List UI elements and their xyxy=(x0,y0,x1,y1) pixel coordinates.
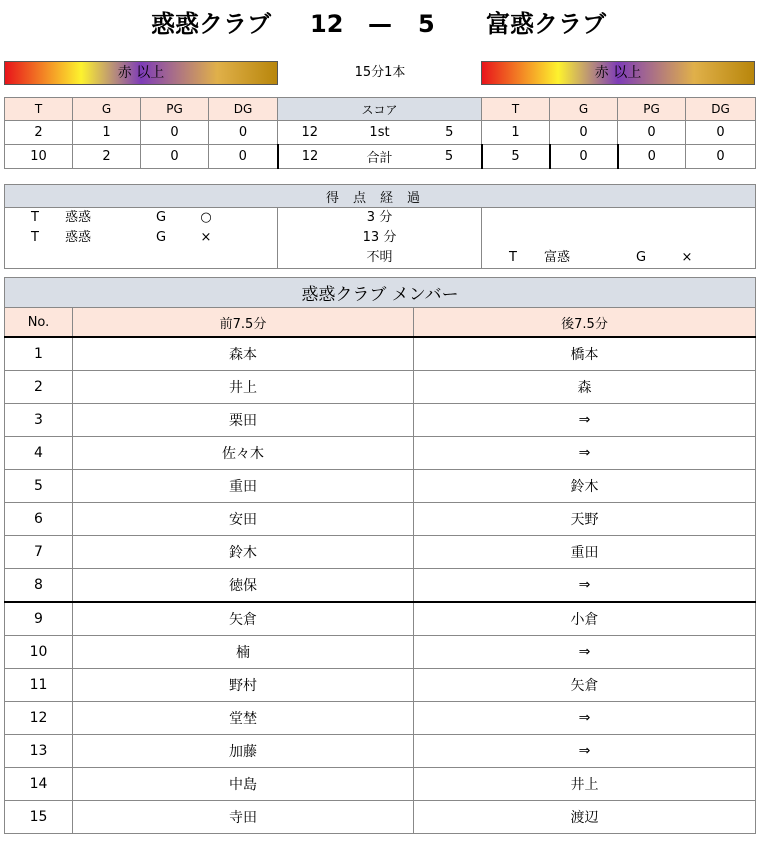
away-events-cell xyxy=(482,208,756,269)
first-half-player: 佐々木 xyxy=(73,437,414,470)
score-row-total xyxy=(5,145,756,169)
first-half-player: 安田 xyxy=(73,503,414,536)
away-g-value: 0 xyxy=(550,121,618,145)
second-half-player: 重田 xyxy=(414,536,756,569)
away-pg-value: 0 xyxy=(618,121,686,145)
member-row xyxy=(5,636,756,669)
event-type: T xyxy=(31,230,39,245)
home-total-score: 12 xyxy=(278,145,342,169)
period-label: 1st xyxy=(342,121,418,145)
scoring-progress-title: 得点経過 xyxy=(5,185,756,208)
first-half-player: 鈴木 xyxy=(73,536,414,569)
member-row xyxy=(5,702,756,735)
home-team-name: 惑惑クラブ xyxy=(151,10,271,38)
second-half-player: ⇒ xyxy=(414,702,756,735)
home-g-value: 1 xyxy=(73,121,141,145)
away-half-score: 5 xyxy=(418,121,482,145)
away-t-total: 5 xyxy=(482,145,550,169)
event-type: T xyxy=(31,210,39,225)
member-table-title: 惑惑クラブ メンバー xyxy=(5,278,756,308)
second-half-header: 後7.5分 xyxy=(414,308,756,338)
first-half-player: 中島 xyxy=(73,768,414,801)
home-pg-total: 0 xyxy=(141,145,209,169)
event-team: 惑惑 xyxy=(65,230,92,245)
member-row xyxy=(5,503,756,536)
second-half-player: 渡辺 xyxy=(414,801,756,834)
second-half-player: ⇒ xyxy=(414,437,756,470)
score-table xyxy=(4,97,756,169)
home-score: 12 xyxy=(310,10,344,38)
event-team: 惑惑 xyxy=(65,210,92,225)
member-number: 4 xyxy=(5,437,73,470)
first-half-player: 森本 xyxy=(73,337,414,371)
away-g-header: G xyxy=(550,98,618,121)
away-t-header: T xyxy=(482,98,550,121)
match-format: 15分1本 xyxy=(354,65,406,80)
away-dg-value: 0 xyxy=(686,121,756,145)
scoring-progress-table xyxy=(4,184,756,269)
member-row xyxy=(5,669,756,702)
home-half-score: 12 xyxy=(278,121,342,145)
member-number: 6 xyxy=(5,503,73,536)
home-event xyxy=(5,208,277,228)
member-number: 8 xyxy=(5,569,73,603)
home-g-total: 2 xyxy=(73,145,141,169)
away-g-total: 0 xyxy=(550,145,618,169)
event-result: × xyxy=(681,250,693,265)
first-half-player: 矢倉 xyxy=(73,602,414,636)
second-half-player: 矢倉 xyxy=(414,669,756,702)
second-half-player: ⇒ xyxy=(414,735,756,768)
away-total-score: 5 xyxy=(418,145,482,169)
away-score: 5 xyxy=(418,10,435,38)
score-header-row xyxy=(5,98,756,121)
member-number: 14 xyxy=(5,768,73,801)
first-half-player: 楠 xyxy=(73,636,414,669)
member-header-row xyxy=(5,308,756,338)
first-half-player: 重田 xyxy=(73,470,414,503)
first-half-player: 井上 xyxy=(73,371,414,404)
first-half-player: 栗田 xyxy=(73,404,414,437)
home-dg-total: 0 xyxy=(209,145,278,169)
event-result: ○ xyxy=(200,210,212,225)
home-jersey-label: 赤 以上 xyxy=(117,65,165,81)
home-pg-header: PG xyxy=(141,98,209,121)
home-pg-value: 0 xyxy=(141,121,209,145)
member-row xyxy=(5,569,756,603)
member-number: 2 xyxy=(5,371,73,404)
first-half-header: 前7.5分 xyxy=(73,308,414,338)
member-row xyxy=(5,768,756,801)
member-row xyxy=(5,404,756,437)
away-dg-total: 0 xyxy=(686,145,756,169)
home-jersey-bar xyxy=(4,61,278,85)
away-t-value: 1 xyxy=(482,121,550,145)
score-row-1st xyxy=(5,121,756,145)
member-row xyxy=(5,536,756,569)
member-row xyxy=(5,602,756,636)
member-number: 3 xyxy=(5,404,73,437)
home-dg-value: 0 xyxy=(209,121,278,145)
home-g-header: G xyxy=(73,98,141,121)
second-half-player: 井上 xyxy=(414,768,756,801)
away-jersey-label: 赤 以上 xyxy=(594,65,642,81)
second-half-player: 天野 xyxy=(414,503,756,536)
member-row xyxy=(5,735,756,768)
second-half-player: 森 xyxy=(414,371,756,404)
total-label: 合計 xyxy=(342,145,418,169)
home-dg-header: DG xyxy=(209,98,278,121)
member-row xyxy=(5,801,756,834)
away-pg-total: 0 xyxy=(618,145,686,169)
home-t-total: 10 xyxy=(5,145,73,169)
away-pg-header: PG xyxy=(618,98,686,121)
event-kick: G xyxy=(155,210,167,225)
first-half-player: 加藤 xyxy=(73,735,414,768)
first-half-player: 堂埜 xyxy=(73,702,414,735)
times-cell xyxy=(278,208,482,269)
away-dg-header: DG xyxy=(686,98,756,121)
away-team-name: 富惑クラブ xyxy=(486,10,606,38)
first-half-player: 寺田 xyxy=(73,801,414,834)
member-number: 15 xyxy=(5,801,73,834)
home-events-cell xyxy=(5,208,278,269)
member-number: 10 xyxy=(5,636,73,669)
member-table xyxy=(4,277,756,834)
first-half-player: 徳保 xyxy=(73,569,414,603)
member-row xyxy=(5,437,756,470)
event-time: 3 分 xyxy=(366,210,393,225)
member-row xyxy=(5,337,756,371)
member-row xyxy=(5,371,756,404)
second-half-player: 小倉 xyxy=(414,602,756,636)
away-jersey-bar xyxy=(481,61,755,85)
away-event xyxy=(482,248,755,268)
member-number: 7 xyxy=(5,536,73,569)
event-time: 不明 xyxy=(366,250,393,265)
event-time: 13 分 xyxy=(362,230,397,245)
home-t-header: T xyxy=(5,98,73,121)
member-number: 9 xyxy=(5,602,73,636)
second-half-player: ⇒ xyxy=(414,404,756,437)
event-type: T xyxy=(509,250,517,265)
second-half-player: ⇒ xyxy=(414,569,756,603)
event-team: 富惑 xyxy=(544,250,571,265)
event-result: × xyxy=(200,230,212,245)
home-t-value: 2 xyxy=(5,121,73,145)
second-half-player: 橋本 xyxy=(414,337,756,371)
member-number: 5 xyxy=(5,470,73,503)
score-dash: — xyxy=(368,10,392,38)
event-kick: G xyxy=(635,250,647,265)
member-number: 11 xyxy=(5,669,73,702)
second-half-player: 鈴木 xyxy=(414,470,756,503)
no-header: No. xyxy=(5,308,73,338)
first-half-player: 野村 xyxy=(73,669,414,702)
member-number: 13 xyxy=(5,735,73,768)
second-half-player: ⇒ xyxy=(414,636,756,669)
home-event xyxy=(5,228,277,248)
member-number: 1 xyxy=(5,337,73,371)
member-number: 12 xyxy=(5,702,73,735)
event-kick: G xyxy=(155,230,167,245)
score-header: スコア xyxy=(278,98,482,121)
member-row xyxy=(5,470,756,503)
